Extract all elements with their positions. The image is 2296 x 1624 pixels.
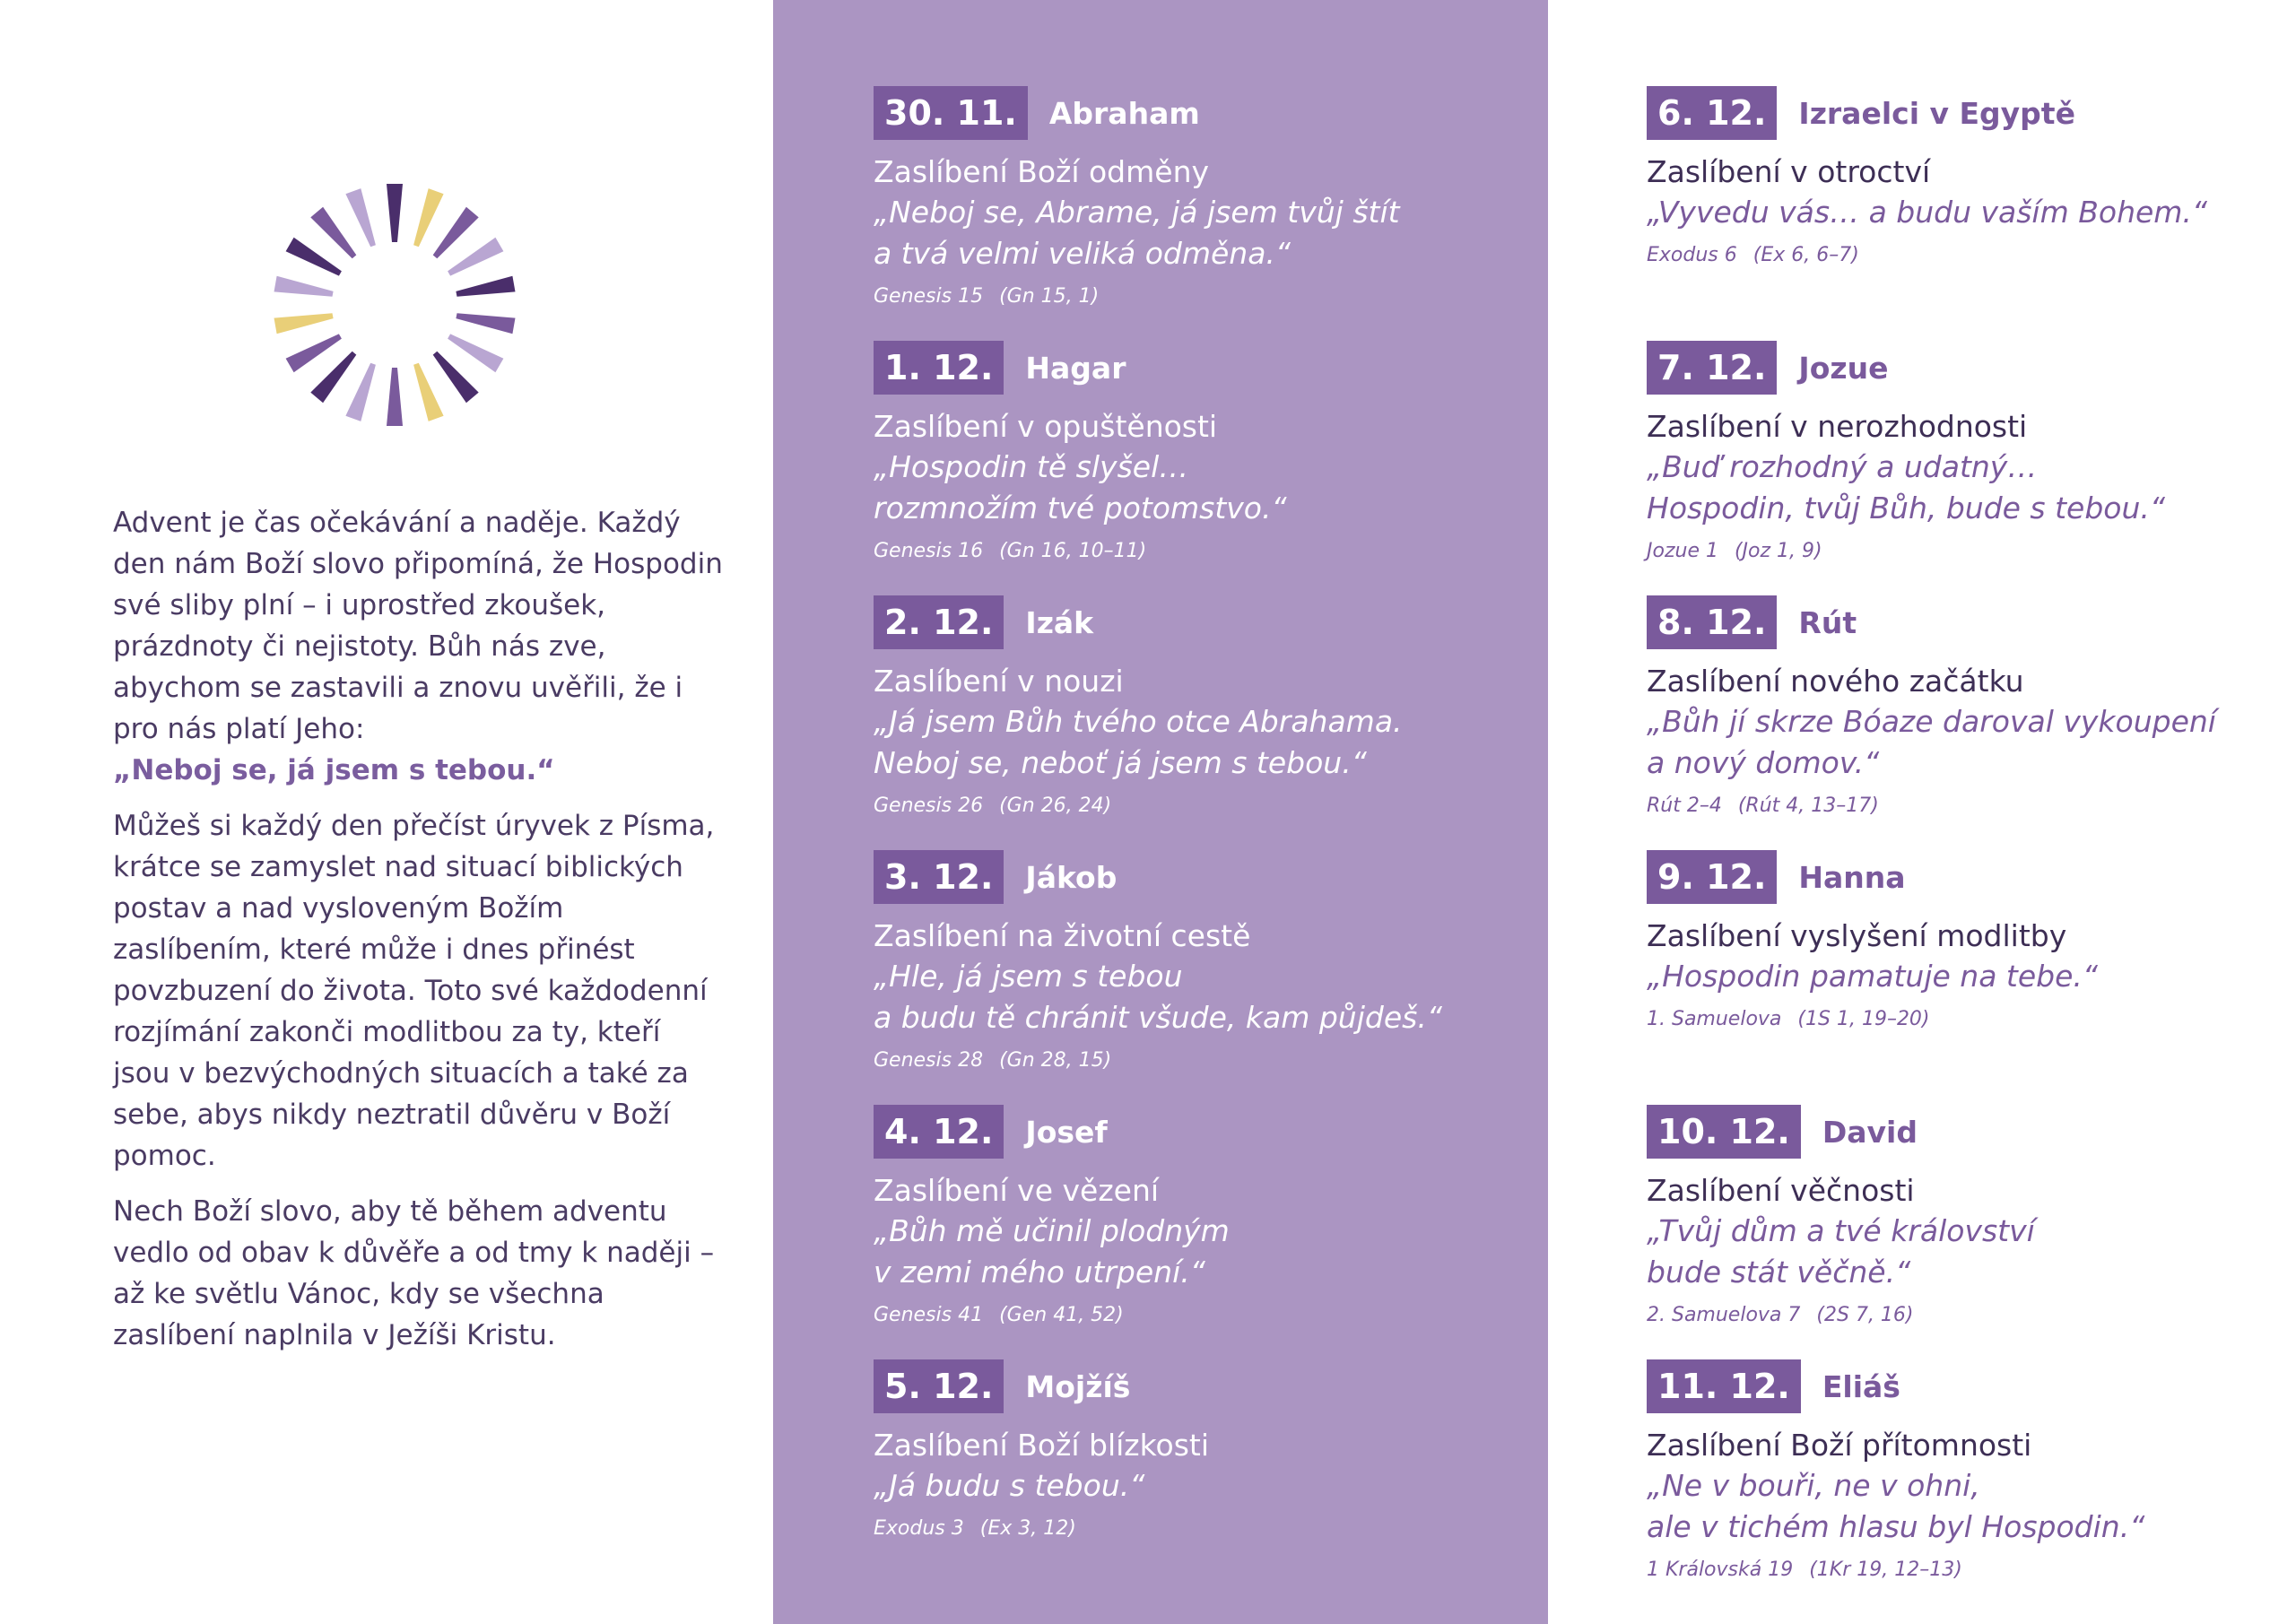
middle-panel [773,0,1548,1624]
date-badge: 6. 12. [1647,86,1777,140]
day-entry [874,86,1442,341]
date-badge: 11. 12. [1647,1359,1801,1413]
intro-text [113,502,723,1370]
scripture-quote: „Já budu s tebou.“ [874,1468,1145,1503]
day-entry [874,1359,1442,1614]
reference-verse: (Ex 3, 12) [979,1517,1076,1540]
scripture-reference [874,1300,1442,1331]
reference-verse: (1Kr 19, 12–13) [1809,1559,1962,1581]
reference-verse: (Gn 28, 15) [999,1049,1112,1072]
day-header [1647,850,2216,904]
day-header [1647,1105,2216,1159]
scripture-reference [874,1046,1442,1076]
intro-paragraph-1 [113,502,723,791]
sunburst-ray [310,207,356,258]
sunburst-ray [413,363,444,421]
scripture-quote: „Hospodin tě slyšel… rozmnožím tvé potomstvo.“ [874,449,1287,525]
day-list-middle [874,86,1442,1614]
reference-verse: (1S 1, 19–20) [1797,1008,1930,1030]
promise-title: Zaslíbení Boží blízkosti [874,1428,1210,1463]
day-entry [1647,1359,2216,1614]
reference-book: Exodus 6 [1647,244,1737,266]
biblical-figure-name: Izák [1025,604,1094,640]
day-header [874,850,1442,904]
date-badge: 2. 12. [874,595,1004,649]
day-list-right [1647,86,2216,1614]
scripture-reference [1647,1300,2216,1331]
intro-paragraph-1-text: Advent je čas očekávání a naděje. Každý den nám Boží slovo připomíná, že Hospodin své sliby plní – i uprostřed zkoušek, prázdnoty či nejistoty. Bůh nás zve, abychom se zastavili a znovu uvěřili, že i pro nás platí Jeho: [113,507,723,745]
scripture-reference [874,282,1442,312]
biblical-figure-name: Hanna [1798,859,1906,895]
promise-title: Zaslíbení věčnosti [1647,1173,1915,1208]
reference-verse: (Gn 15, 1) [999,285,1100,308]
date-badge: 5. 12. [874,1359,1004,1413]
reference-book: Jozue 1 [1647,540,1718,562]
day-entry [874,341,1442,595]
reference-verse: (Rút 4, 13–17) [1737,795,1879,817]
date-badge: 9. 12. [1647,850,1777,904]
scripture-quote: „Neboj se, Abrame, já jsem tvůj štít a tvá velmi veliká odměna.“ [874,195,1400,271]
right-panel [1548,0,2296,1624]
promise-title: Zaslíbení Boží odměny [874,154,1210,189]
promise-title: Zaslíbení ve vězení [874,1173,1160,1208]
day-header [1647,86,2216,140]
promise-title: Zaslíbení v nouzi [874,664,1124,699]
sunburst-ray [286,334,342,372]
sunburst-ray [448,238,503,276]
scripture-reference [874,791,1442,821]
reference-book: Genesis 26 [874,795,984,817]
day-header [874,1359,1442,1413]
intro-paragraph-2: Můžeš si každý den přečíst úryvek z Písma, krátce se zamyslet nad situací biblických postav a nad vysloveným Božím zaslíbením, které může i dnes přinést povzbuzení do života. Toto své každodenní rozjímání zakonči modlitbou za ty, kteří jsou v bezvýchodných situacích a také za sebe, abys nikdy neztratil důvěru v Boží pomoc. [113,810,715,1172]
reference-book: Genesis 41 [874,1304,984,1326]
day-entry [1647,595,2216,850]
day-entry [874,1105,1442,1359]
sunburst-ray [310,352,356,404]
day-entry [874,595,1442,850]
scripture-quote: „Ne v bouři, ne v ohni, ale v tichém hlasu byl Hospodin.“ [1647,1468,2145,1544]
biblical-figure-name: Abraham [1048,95,1200,131]
biblical-figure-name: Jákob [1025,859,1118,895]
sunburst-ray [387,368,403,426]
sunburst-ray [345,188,376,247]
reference-verse: (Joz 1, 9) [1734,540,1822,562]
biblical-figure-name: Rút [1798,604,1857,640]
left-panel [0,0,773,1624]
day-entry [1647,850,2216,1105]
day-header [874,1105,1442,1159]
reference-book: Rút 2–4 [1647,795,1722,817]
sunburst-ray [456,313,515,334]
reference-book: Exodus 3 [874,1517,964,1540]
scripture-quote: „Já jsem Bůh tvého otce Abrahama. Neboj se, neboť já jsem s tebou.“ [874,704,1403,780]
promise-title: Zaslíbení nového začátku [1647,664,2024,699]
biblical-figure-name: Hagar [1025,350,1126,386]
biblical-figure-name: Mojžíš [1025,1368,1131,1404]
promise-title: Zaslíbení vyslyšení modlitby [1647,918,2067,953]
sunburst-ray [274,313,334,334]
reference-verse: (Gn 16, 10–11) [999,540,1147,562]
scripture-reference [874,1514,1442,1544]
reference-book: 2. Samuelova 7 [1647,1304,1801,1326]
reference-verse: (Gen 41, 52) [999,1304,1124,1326]
sunburst-ray [433,207,479,258]
reference-book: Genesis 15 [874,285,984,308]
day-entry [1647,1105,2216,1359]
biblical-figure-name: Izraelci v Egyptě [1798,95,2075,131]
reference-verse: (Ex 6, 6–7) [1752,244,1859,266]
reference-book: 1 Královská 19 [1647,1559,1794,1581]
promise-title: Zaslíbení v nerozhodnosti [1647,409,2028,444]
sunburst-ray [433,352,479,404]
reference-verse: (2S 7, 16) [1816,1304,1914,1326]
day-header [874,595,1442,649]
day-header [1647,595,2216,649]
day-header [1647,341,2216,395]
reference-book: 1. Samuelova [1647,1008,1782,1030]
date-badge: 8. 12. [1647,595,1777,649]
date-badge: 30. 11. [874,86,1028,140]
scripture-reference [1647,1555,2216,1585]
intro-key-quote: „Neboj se, já jsem s tebou.“ [113,754,555,786]
biblical-figure-name: Josef [1025,1114,1108,1150]
scripture-quote: „Bůh mě učinil plodným v zemi mého utrpení.“ [874,1213,1230,1290]
advent-sunburst-logo [260,170,529,439]
promise-title: Zaslíbení Boží přítomnosti [1647,1428,2032,1463]
scripture-quote: „Hle, já jsem s tebou a budu tě chránit všude, kam půjdeš.“ [874,959,1442,1035]
day-entry [1647,86,2216,341]
reference-book: Genesis 28 [874,1049,984,1072]
scripture-reference [1647,791,2216,821]
scripture-reference [1647,240,2216,271]
sunburst-ray [413,188,444,247]
biblical-figure-name: David [1822,1114,1918,1150]
sunburst-ray [345,363,376,421]
date-badge: 7. 12. [1647,341,1777,395]
scripture-quote: „Hospodin pamatuje na tebe.“ [1647,959,2099,994]
date-badge: 10. 12. [1647,1105,1801,1159]
sunburst-ray [286,238,342,276]
day-header [874,341,1442,395]
scripture-reference [1647,1004,2216,1035]
day-header [1647,1359,2216,1413]
day-entry [874,850,1442,1105]
sunburst-ray [274,276,334,297]
sunburst-ray [456,276,515,297]
biblical-figure-name: Jozue [1798,350,1889,386]
day-entry [1647,341,2216,595]
date-badge: 4. 12. [874,1105,1004,1159]
date-badge: 3. 12. [874,850,1004,904]
promise-title: Zaslíbení na životní cestě [874,918,1251,953]
reference-book: Genesis 16 [874,540,984,562]
sunburst-ray [448,334,503,372]
promise-title: Zaslíbení v otroctví [1647,154,1931,189]
scripture-quote: „Tvůj dům a tvé království bude stát věčně.“ [1647,1213,2035,1290]
scripture-quote: „Vyvedu vás… a budu vaším Bohem.“ [1647,195,2208,230]
intro-paragraph-3: Nech Boží slovo, aby tě během adventu vedlo od obav k důvěře a od tmy k naději – až ke světlu Vánoc, kdy se všechna zaslíbení naplnila v Ježíši Kristu. [113,1195,715,1351]
scripture-quote: „Buď rozhodný a udatný… Hospodin, tvůj Bůh, bude s tebou.“ [1647,449,2165,525]
scripture-reference [1647,536,2216,567]
day-header [874,86,1442,140]
sunburst-ray [387,184,403,242]
scripture-reference [874,536,1442,567]
scripture-quote: „Bůh jí skrze Bóaze daroval vykoupení a nový domov.“ [1647,704,2216,780]
date-badge: 1. 12. [874,341,1004,395]
promise-title: Zaslíbení v opuštěnosti [874,409,1218,444]
reference-verse: (Gn 26, 24) [999,795,1112,817]
biblical-figure-name: Eliáš [1822,1368,1900,1404]
